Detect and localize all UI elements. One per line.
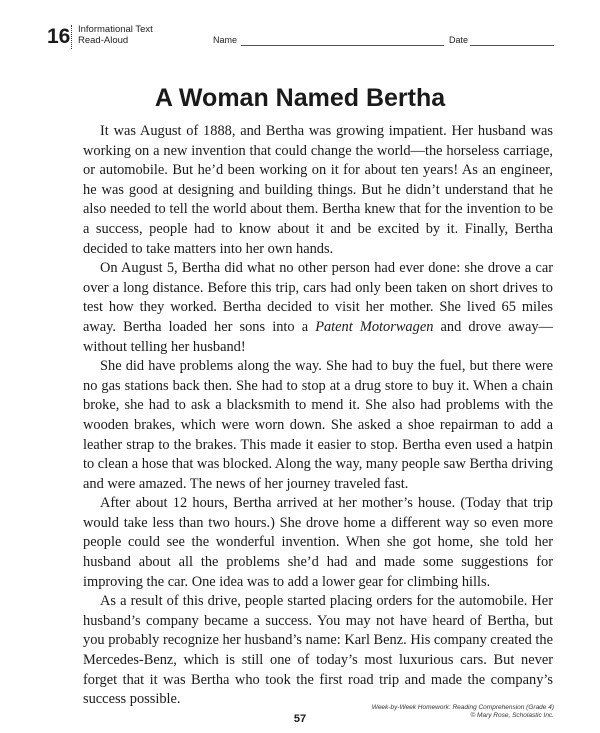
credit-line-2: © Mary Rose, Scholastic Inc. bbox=[470, 712, 554, 719]
story-title: A Woman Named Bertha bbox=[154, 84, 446, 112]
paragraph-3: She did have problems along the way. She had to buy the fuel, but there were no gas stations back then. She had to stop at a drug store to buy it. When a chain broke, she had to ask a blacksmith to mend it. She also had problems with the wooden brakes, which were worn down. She asked a shoe repairman to add a leather strap to the brakes. This made it easier to stop. Bertha even used a hatpin to clean a hose that was blocked. Along the way, many people saw Bertha driving and were amazed. The news of her journey traveled fast. bbox=[83, 358, 553, 492]
paragraph-1: It was August of 1888, and Bertha was growing impatient. Her husband was working on a new invention that could change the world—the horseless carriage, or automobile. But he’d been working on it for about ten years! As an engineer, he was good at designing and building things. But he didn’t understand that he also needed to tell the world about them. Bertha knew that for the invention to be a success, people had to know about it and be excited by it. Finally, Bertha decided to take matters into her own hands. bbox=[83, 123, 553, 257]
paragraph-2: On August 5, Bertha did what no other person had ever done: she drove a car over a long distance. Before this trip, cars had only been taken on short drives to test how they worked. Bertha decided to visit her mother. She lived 65 miles away. Bertha loaded her sons into a Patent Motorwagen and drove away—without telling her husband! bbox=[83, 260, 553, 355]
header-divider bbox=[71, 25, 72, 49]
category-line-2: Read-Aloud bbox=[78, 35, 129, 46]
story-body bbox=[83, 122, 553, 710]
footer-credit bbox=[372, 704, 554, 720]
lesson-number: 16 bbox=[47, 25, 71, 48]
worksheet-header bbox=[47, 22, 557, 52]
page-number: 57 bbox=[293, 713, 307, 725]
name-field[interactable] bbox=[241, 45, 444, 46]
date-label: Date bbox=[449, 35, 469, 45]
name-label: Name bbox=[213, 35, 238, 45]
category-line-1: Informational Text bbox=[78, 24, 153, 35]
date-field[interactable] bbox=[470, 45, 554, 46]
category-label bbox=[78, 24, 153, 46]
paragraph-5: As a result of this drive, people started placing orders for the automobile. Her husband’s company became a success. You may not have heard of Bertha, but you probably recognize her husband’s name: Karl Benz. His company created the Mercedes-Benz, which is still one of today’s most luxurious cars. But never forget that it was Bertha who took the first road trip and made the company’s success possible. bbox=[83, 593, 553, 708]
emphasized-text: Patent Motorwagen bbox=[315, 318, 434, 335]
paragraph-4: After about 12 hours, Bertha arrived at her mother’s house. (Today that trip would take less than two hours.) She drove home a different way so even more people could see the wonderful invention. When she got home, she told her husband about all the problems she’d had and made some suggestions for improving the car. One idea was to add a lower gear for climbing hills. bbox=[83, 495, 553, 590]
credit-line-1: Week-by-Week Homework: Reading Comprehension (Grade 4) bbox=[371, 704, 554, 711]
